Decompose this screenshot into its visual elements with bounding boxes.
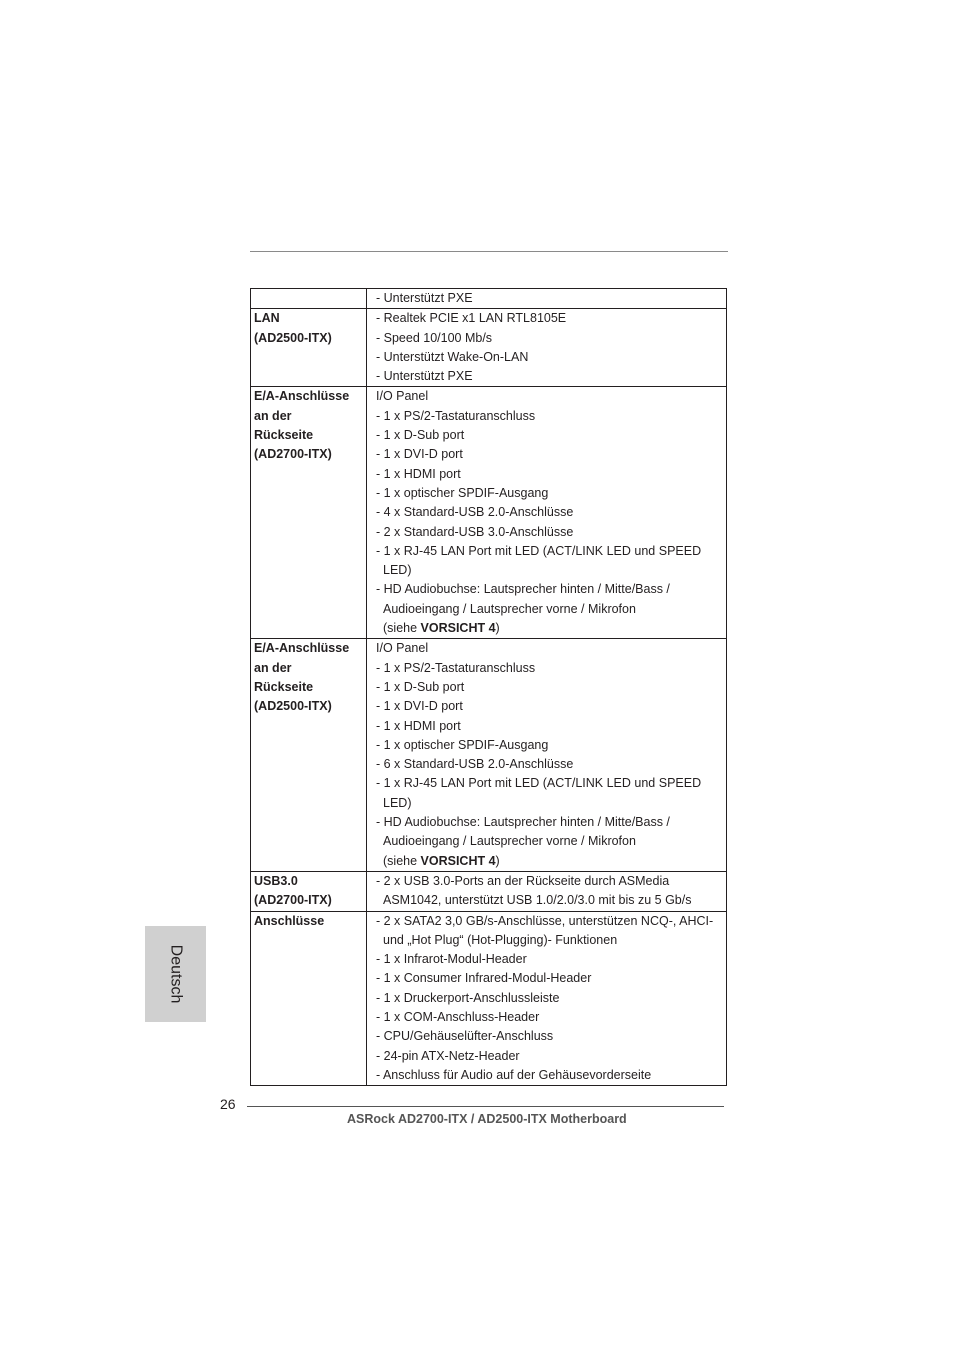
spec-table <box>250 288 727 1086</box>
footer-title: ASRock AD2700-ITX / AD2500-ITX Motherboard <box>347 1112 627 1126</box>
spec-label-line: Rückseite <box>254 679 314 694</box>
spec-value-cell <box>367 639 727 872</box>
spec-value-emphasis: VORSICHT 4 <box>420 853 496 868</box>
spec-label-line: (AD2700-ITX) <box>254 447 332 462</box>
spec-value-line: - 24-pin ATX-Netz-Header <box>376 1048 520 1063</box>
spec-value-line: - 1 x optischer SPDIF-Ausgang <box>376 485 549 500</box>
spec-label-cell <box>251 289 367 309</box>
footer-rule <box>247 1106 724 1107</box>
spec-value-cell <box>367 309 727 387</box>
spec-value-line: - 1 x RJ-45 LAN Port mit LED (ACT/LINK LED und SPEED <box>376 543 702 558</box>
spec-value-cell <box>367 911 727 1086</box>
spec-value-line: - Realtek PCIE x1 LAN RTL8105E <box>376 311 567 326</box>
spec-value-line: - 4 x Standard-USB 2.0-Anschlüsse <box>376 505 574 520</box>
spec-value-line: LED) <box>383 795 412 810</box>
spec-value-line: - 1 x HDMI port <box>376 466 461 481</box>
spec-value-line: - 1 x Druckerport-Anschlussleiste <box>376 990 560 1005</box>
spec-label-cell <box>251 911 367 1086</box>
spec-value-line <box>376 619 726 638</box>
spec-label-line: E/A-Anschlüsse <box>254 389 350 404</box>
spec-value-line: - 1 x PS/2-Tastaturanschluss <box>376 408 536 423</box>
spec-value-line: Audioeingang / Lautsprecher vorne / Mikrofon <box>383 834 636 849</box>
spec-label-line: (AD2500-ITX) <box>254 699 332 714</box>
spec-value-line: - 2 x USB 3.0-Ports an der Rückseite durch ASMedia <box>376 873 670 888</box>
spec-label-line: an der <box>254 660 292 675</box>
spec-value-line: - 1 x D-Sub port <box>376 428 465 443</box>
spec-value-line: - 6 x Standard-USB 2.0-Anschlüsse <box>376 757 574 772</box>
spec-value-line: - 1 x Consumer Infrared-Modul-Header <box>376 971 592 986</box>
spec-value-line: - CPU/Gehäuselüfter-Anschluss <box>376 1029 554 1044</box>
spec-label-line: (AD2700-ITX) <box>254 893 332 908</box>
spec-label-cell <box>251 639 367 872</box>
spec-value-line: I/O Panel <box>376 389 429 404</box>
spec-value-text: (siehe <box>383 853 421 868</box>
spec-value-line: - Unterstützt Wake-On-LAN <box>376 349 529 364</box>
spec-value-cell <box>367 871 727 911</box>
spec-label-line: E/A-Anschlüsse <box>254 641 350 656</box>
spec-value-line: - Speed 10/100 Mb/s <box>376 330 493 345</box>
spec-label-line: (AD2500-ITX) <box>254 330 332 345</box>
spec-row <box>251 911 727 1086</box>
language-side-tab <box>145 926 206 1022</box>
spec-value-line: - HD Audiobuchse: Lautsprecher hinten / Mitte/Bass / <box>376 582 670 597</box>
spec-value-cell <box>367 289 727 309</box>
spec-value-line: - 1 x PS/2-Tastaturanschluss <box>376 660 536 675</box>
spec-label-cell <box>251 871 367 911</box>
spec-value-line: - Unterstützt PXE <box>376 369 473 384</box>
spec-row <box>251 289 727 309</box>
spec-table-body <box>251 289 727 1086</box>
top-rule <box>250 251 728 252</box>
spec-value-line: und „Hot Plug“ (Hot-Plugging)- Funktionen <box>383 932 618 947</box>
spec-value-line: - 1 x COM-Anschluss-Header <box>376 1009 540 1024</box>
spec-value-line: - 1 x Infrarot-Modul-Header <box>376 952 527 967</box>
spec-label-cell <box>251 309 367 387</box>
spec-value-line: - Unterstützt PXE <box>376 291 473 305</box>
spec-value-emphasis: VORSICHT 4 <box>420 621 496 636</box>
spec-value-line: - HD Audiobuchse: Lautsprecher hinten / Mitte/Bass / <box>376 815 670 830</box>
spec-value-cell <box>367 387 727 639</box>
spec-value-line: Audioeingang / Lautsprecher vorne / Mikrofon <box>383 601 636 616</box>
spec-value-line: - 1 x optischer SPDIF-Ausgang <box>376 737 549 752</box>
spec-value-line: - 2 x Standard-USB 3.0-Anschlüsse <box>376 524 574 539</box>
spec-value-line: - 1 x D-Sub port <box>376 679 465 694</box>
spec-label-line: an der <box>254 408 292 423</box>
spec-label-cell <box>251 387 367 639</box>
spec-value-line: I/O Panel <box>376 641 429 656</box>
spec-row <box>251 639 727 872</box>
spec-value-text: ) <box>495 853 500 868</box>
spec-value-text: ) <box>495 621 500 636</box>
spec-row <box>251 871 727 911</box>
spec-value-line: - 2 x SATA2 3,0 GB/s-Anschlüsse, unterstützen NCQ-, AHCI- <box>376 913 714 928</box>
spec-label-line: LAN <box>254 311 280 326</box>
spec-value-text: (siehe <box>383 621 421 636</box>
spec-value-line: - 1 x DVI-D port <box>376 699 463 714</box>
spec-value-line: - Anschluss für Audio auf der Gehäusevorderseite <box>376 1067 652 1082</box>
spec-row <box>251 387 727 639</box>
spec-label-line: Rückseite <box>254 428 314 443</box>
spec-value-line: - 1 x DVI-D port <box>376 447 463 462</box>
spec-value-line: - 1 x RJ-45 LAN Port mit LED (ACT/LINK LED und SPEED <box>376 776 702 791</box>
spec-label-line: USB3.0 <box>254 873 298 888</box>
spec-value-line: ASM1042, unterstützt USB 1.0/2.0/3.0 mit bis zu 5 Gb/s <box>383 893 692 908</box>
language-side-tab-label: Deutsch <box>167 944 185 1004</box>
spec-value-line <box>376 852 726 871</box>
spec-value-line: LED) <box>383 563 412 578</box>
spec-label-line: Anschlüsse <box>254 913 325 928</box>
page-number: 26 <box>220 1096 236 1112</box>
spec-value-line: - 1 x HDMI port <box>376 718 461 733</box>
spec-row <box>251 309 727 387</box>
